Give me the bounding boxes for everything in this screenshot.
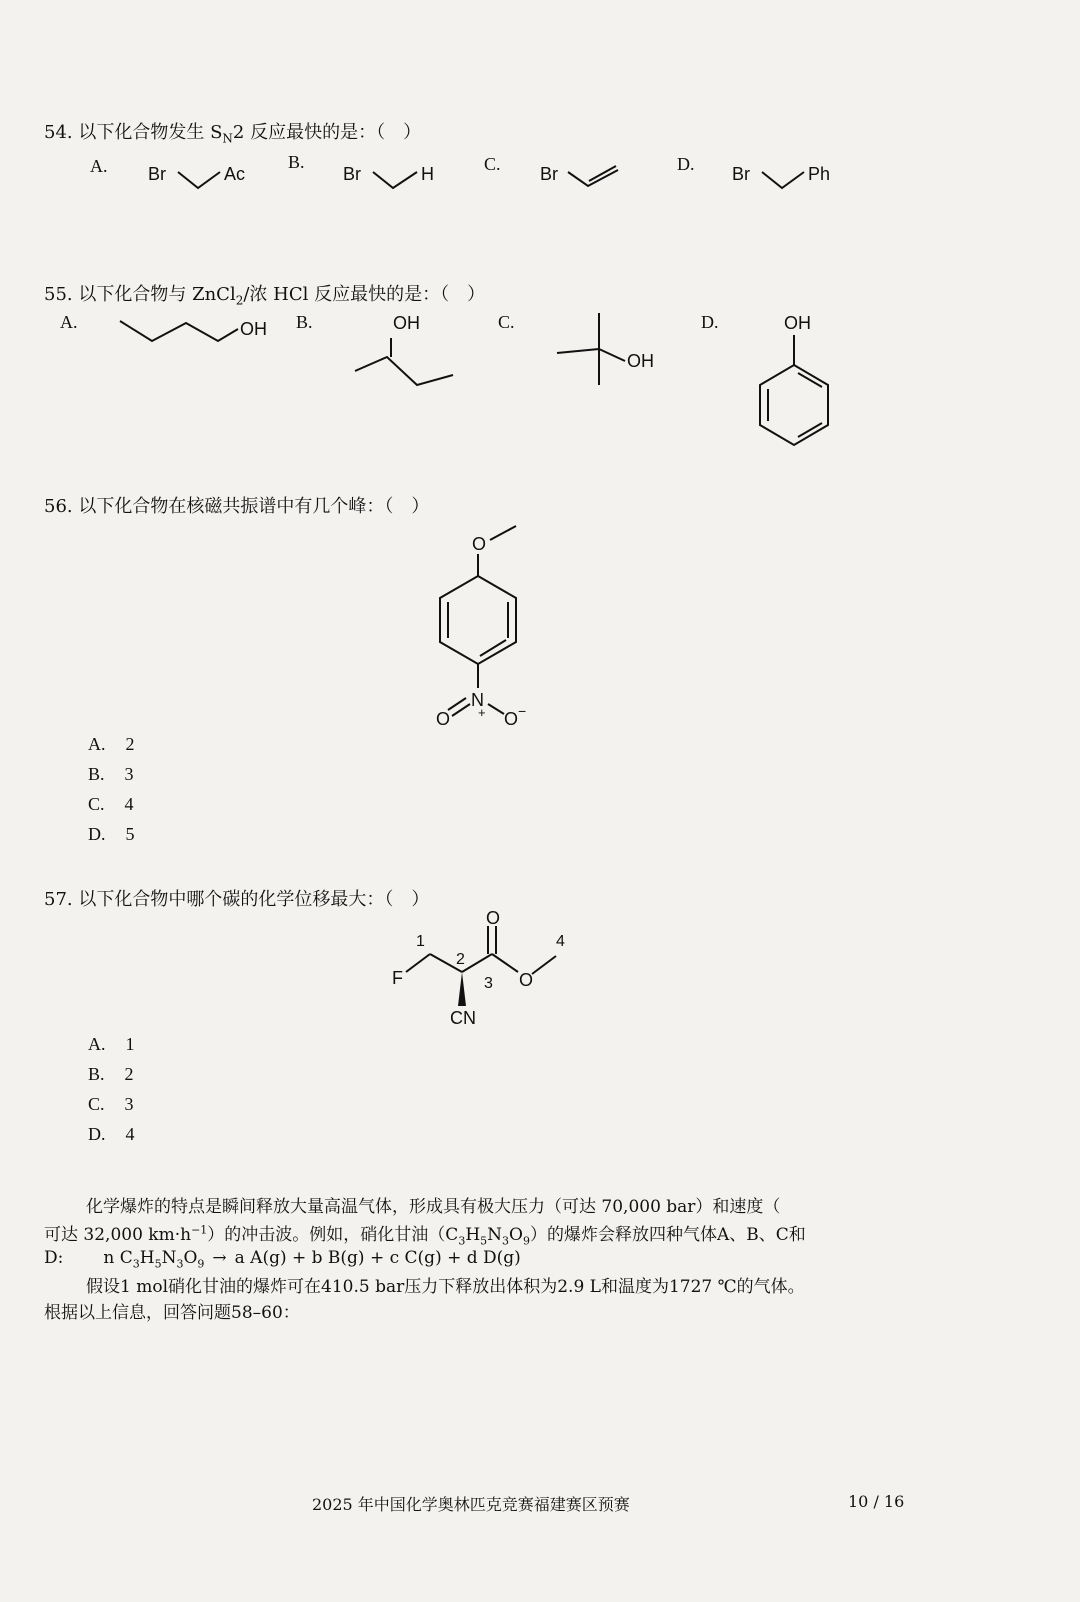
footer-title: 2025 年中国化学奥林匹克竞赛福建赛区预赛 (312, 1495, 630, 1514)
svg-text:O: O (504, 709, 519, 729)
svg-text:2: 2 (456, 951, 465, 968)
svg-text:3: 3 (484, 975, 493, 992)
q57-choice-c: C. 3 (88, 1094, 134, 1114)
q54-option-a-structure (140, 150, 270, 200)
svg-text:CN: CN (450, 1008, 476, 1028)
svg-text:O: O (486, 908, 501, 928)
svg-text:Br: Br (540, 164, 558, 184)
svg-text:Ac: Ac (224, 164, 246, 184)
passage-line-2: 可达 32,000 $km\cdot h^{-1}$）的冲击波。例如，硝化甘油$(C_3H_5N_3O_9)$的爆炸会释放四种气体A、B、C和 (44, 1223, 806, 1248)
svg-text:O: O (436, 709, 451, 729)
passage-line-1: 化学爆炸的特点是瞬间释放大量高温气体，形成具有极大压力（可达 70,000 bar）和速度（ (86, 1197, 781, 1217)
svg-text:1: 1 (416, 933, 425, 950)
q55-option-b-letter: B. (296, 312, 313, 332)
svg-text:Br: Br (148, 164, 166, 184)
svg-text:N: N (471, 690, 484, 710)
question-56-title: 56. 以下化合物在核磁共振谱中有几个峰：（ ） (44, 496, 430, 517)
q55-option-c-letter: C. (498, 312, 515, 332)
svg-text:H: H (421, 164, 434, 184)
q56-choice-a: A. 2 (88, 734, 135, 754)
q54-option-c-structure (532, 150, 632, 200)
q56-choice-c: C. 4 (88, 794, 134, 814)
svg-text:−: − (518, 703, 527, 719)
question-57-title: 57. 以下化合物中哪个碳的化学位移最大：（ ） (44, 889, 430, 910)
question-55-title: 55. 以下化合物与 ZnCl$_2$/浓 HCl 反应最快的是：（ ） (44, 284, 486, 308)
q54-option-d-structure (724, 150, 854, 200)
svg-text:+: + (478, 705, 486, 720)
svg-text:F: F (392, 968, 403, 988)
q55-option-a-structure (110, 305, 290, 365)
q57-structure (380, 910, 580, 1030)
svg-text:OH: OH (784, 313, 811, 333)
passage-line-4: 假设1 mol硝化甘油的爆炸可在410.5 bar压力下释放出体积为2.9 L和温度为1727 ℃的气体。 (86, 1277, 805, 1297)
passage-line-5: 根据以上信息，回答问题58–60： (44, 1303, 300, 1323)
q56-choice-b: B. 3 (88, 764, 134, 784)
passage-equation-line: D: n $C_3H_5N_3O_9 \to a$ A(g) + b B(g) + c C(g) + d D(g) (44, 1248, 521, 1271)
q55-option-c-structure (545, 305, 675, 395)
svg-text:O: O (472, 534, 487, 554)
svg-text:Ph: Ph (808, 164, 831, 184)
q57-choice-d: D. 4 (88, 1124, 135, 1144)
svg-text:O: O (519, 970, 534, 990)
svg-text:OH: OH (240, 319, 267, 339)
q55-option-d-structure (740, 305, 850, 455)
q55-option-d-letter: D. (701, 312, 719, 332)
q56-structure (420, 518, 560, 730)
svg-text:Br: Br (343, 164, 361, 184)
q57-choice-a: A. 1 (88, 1034, 135, 1054)
question-54-title: 54. 以下化合物发生 $S_N2$ 反应最快的是：（ ） (44, 122, 422, 146)
q54-option-b-structure (335, 150, 445, 200)
svg-text:OH: OH (627, 351, 654, 371)
q55-option-b-structure (345, 305, 465, 395)
svg-text:OH: OH (393, 313, 420, 333)
svg-text:Br: Br (732, 164, 750, 184)
q54-option-a-letter: A. (90, 156, 108, 176)
q56-choice-d: D. 5 (88, 824, 135, 844)
q54-option-b-letter: B. (288, 152, 305, 172)
q55-option-a-letter: A. (60, 312, 78, 332)
footer-page-number: 10 / 16 (848, 1492, 905, 1511)
q54-option-d-letter: D. (677, 154, 695, 174)
q57-choice-b: B. 2 (88, 1064, 134, 1084)
svg-text:4: 4 (556, 933, 565, 950)
q54-option-c-letter: C. (484, 154, 501, 174)
